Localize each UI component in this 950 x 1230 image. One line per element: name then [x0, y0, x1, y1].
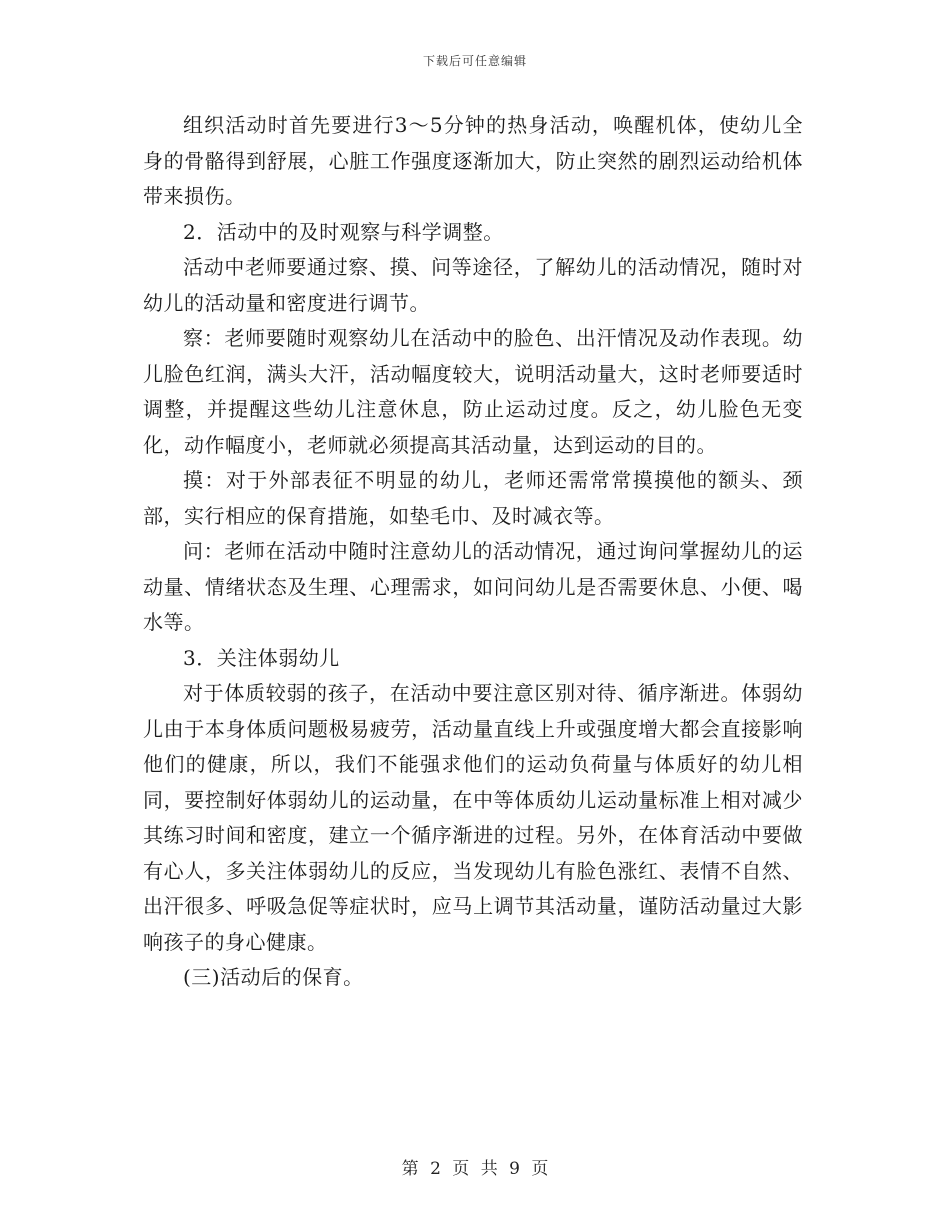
- heading-after-activity: (三)活动后的保育。: [183, 965, 364, 989]
- paragraph-observation-intro: 活动中老师要通过察、摸、问等途径，了解幼儿的活动情况，随时对幼儿的活动量和密度进行调节。: [143, 255, 803, 315]
- paragraph-warmup: 组织活动时首先要进行3～5分钟的热身活动，唤醒机体，使幼儿全身的骨骼得到舒展，心脏工作强度逐渐加大，防止突然的剧烈运动给机体带来损伤。: [143, 113, 803, 208]
- paragraph-observe: 察：老师要随时观察幼儿在活动中的脸色、出汗情况及动作表现。幼儿脸色红润，满头大汗，活动幅度较大，说明活动量大，这时老师要适时调整，并提醒这些幼儿注意休息，防止运动过度。反之，幼儿脸色无变化，动作幅度小，老师就必须提高其活动量，达到运动的目的。: [143, 326, 803, 457]
- paragraph-touch: 摸：对于外部表征不明显的幼儿，老师还需常常摸摸他的额头、颈部，实行相应的保育措施，如垫毛巾、及时减衣等。: [143, 468, 803, 528]
- heading-weak-children: 3．关注体弱幼儿: [183, 645, 340, 670]
- paragraph-ask: 问：老师在活动中随时注意幼儿的活动情况，通过询问掌握幼儿的运动量、情绪状态及生理、心理需求，如问问幼儿是否需要休息、小便、喝水等。: [143, 539, 803, 634]
- document-body: [143, 108, 803, 996]
- heading-observation-adjustment: 2．活动中的及时观察与科学调整。: [183, 219, 504, 244]
- page-footer: 第 2 页 共 9 页: [401, 1159, 549, 1179]
- paragraph-weak-children: 对于体质较弱的孩子，在活动中要注意区别对待、循序渐进。体弱幼儿由于本身体质问题极易疲劳，活动量直线上升或强度增大都会直接影响他们的健康，所以，我们不能强求他们的运动负荷量与体质好的幼儿相同，要控制好体弱幼儿的运动量，在中等体质幼儿运动量标准上相对减少其练习时间和密度，建立一个循序渐进的过程。另外，在体育活动中要做有心人，多关注体弱幼儿的反应，当发现幼儿有脸色涨红、表情不自然、出汗很多、呼吸急促等症状时，应马上调节其活动量，谨防活动量过大影响孩子的身心健康。: [143, 681, 803, 954]
- page-header: 下载后可任意编辑: [422, 54, 527, 68]
